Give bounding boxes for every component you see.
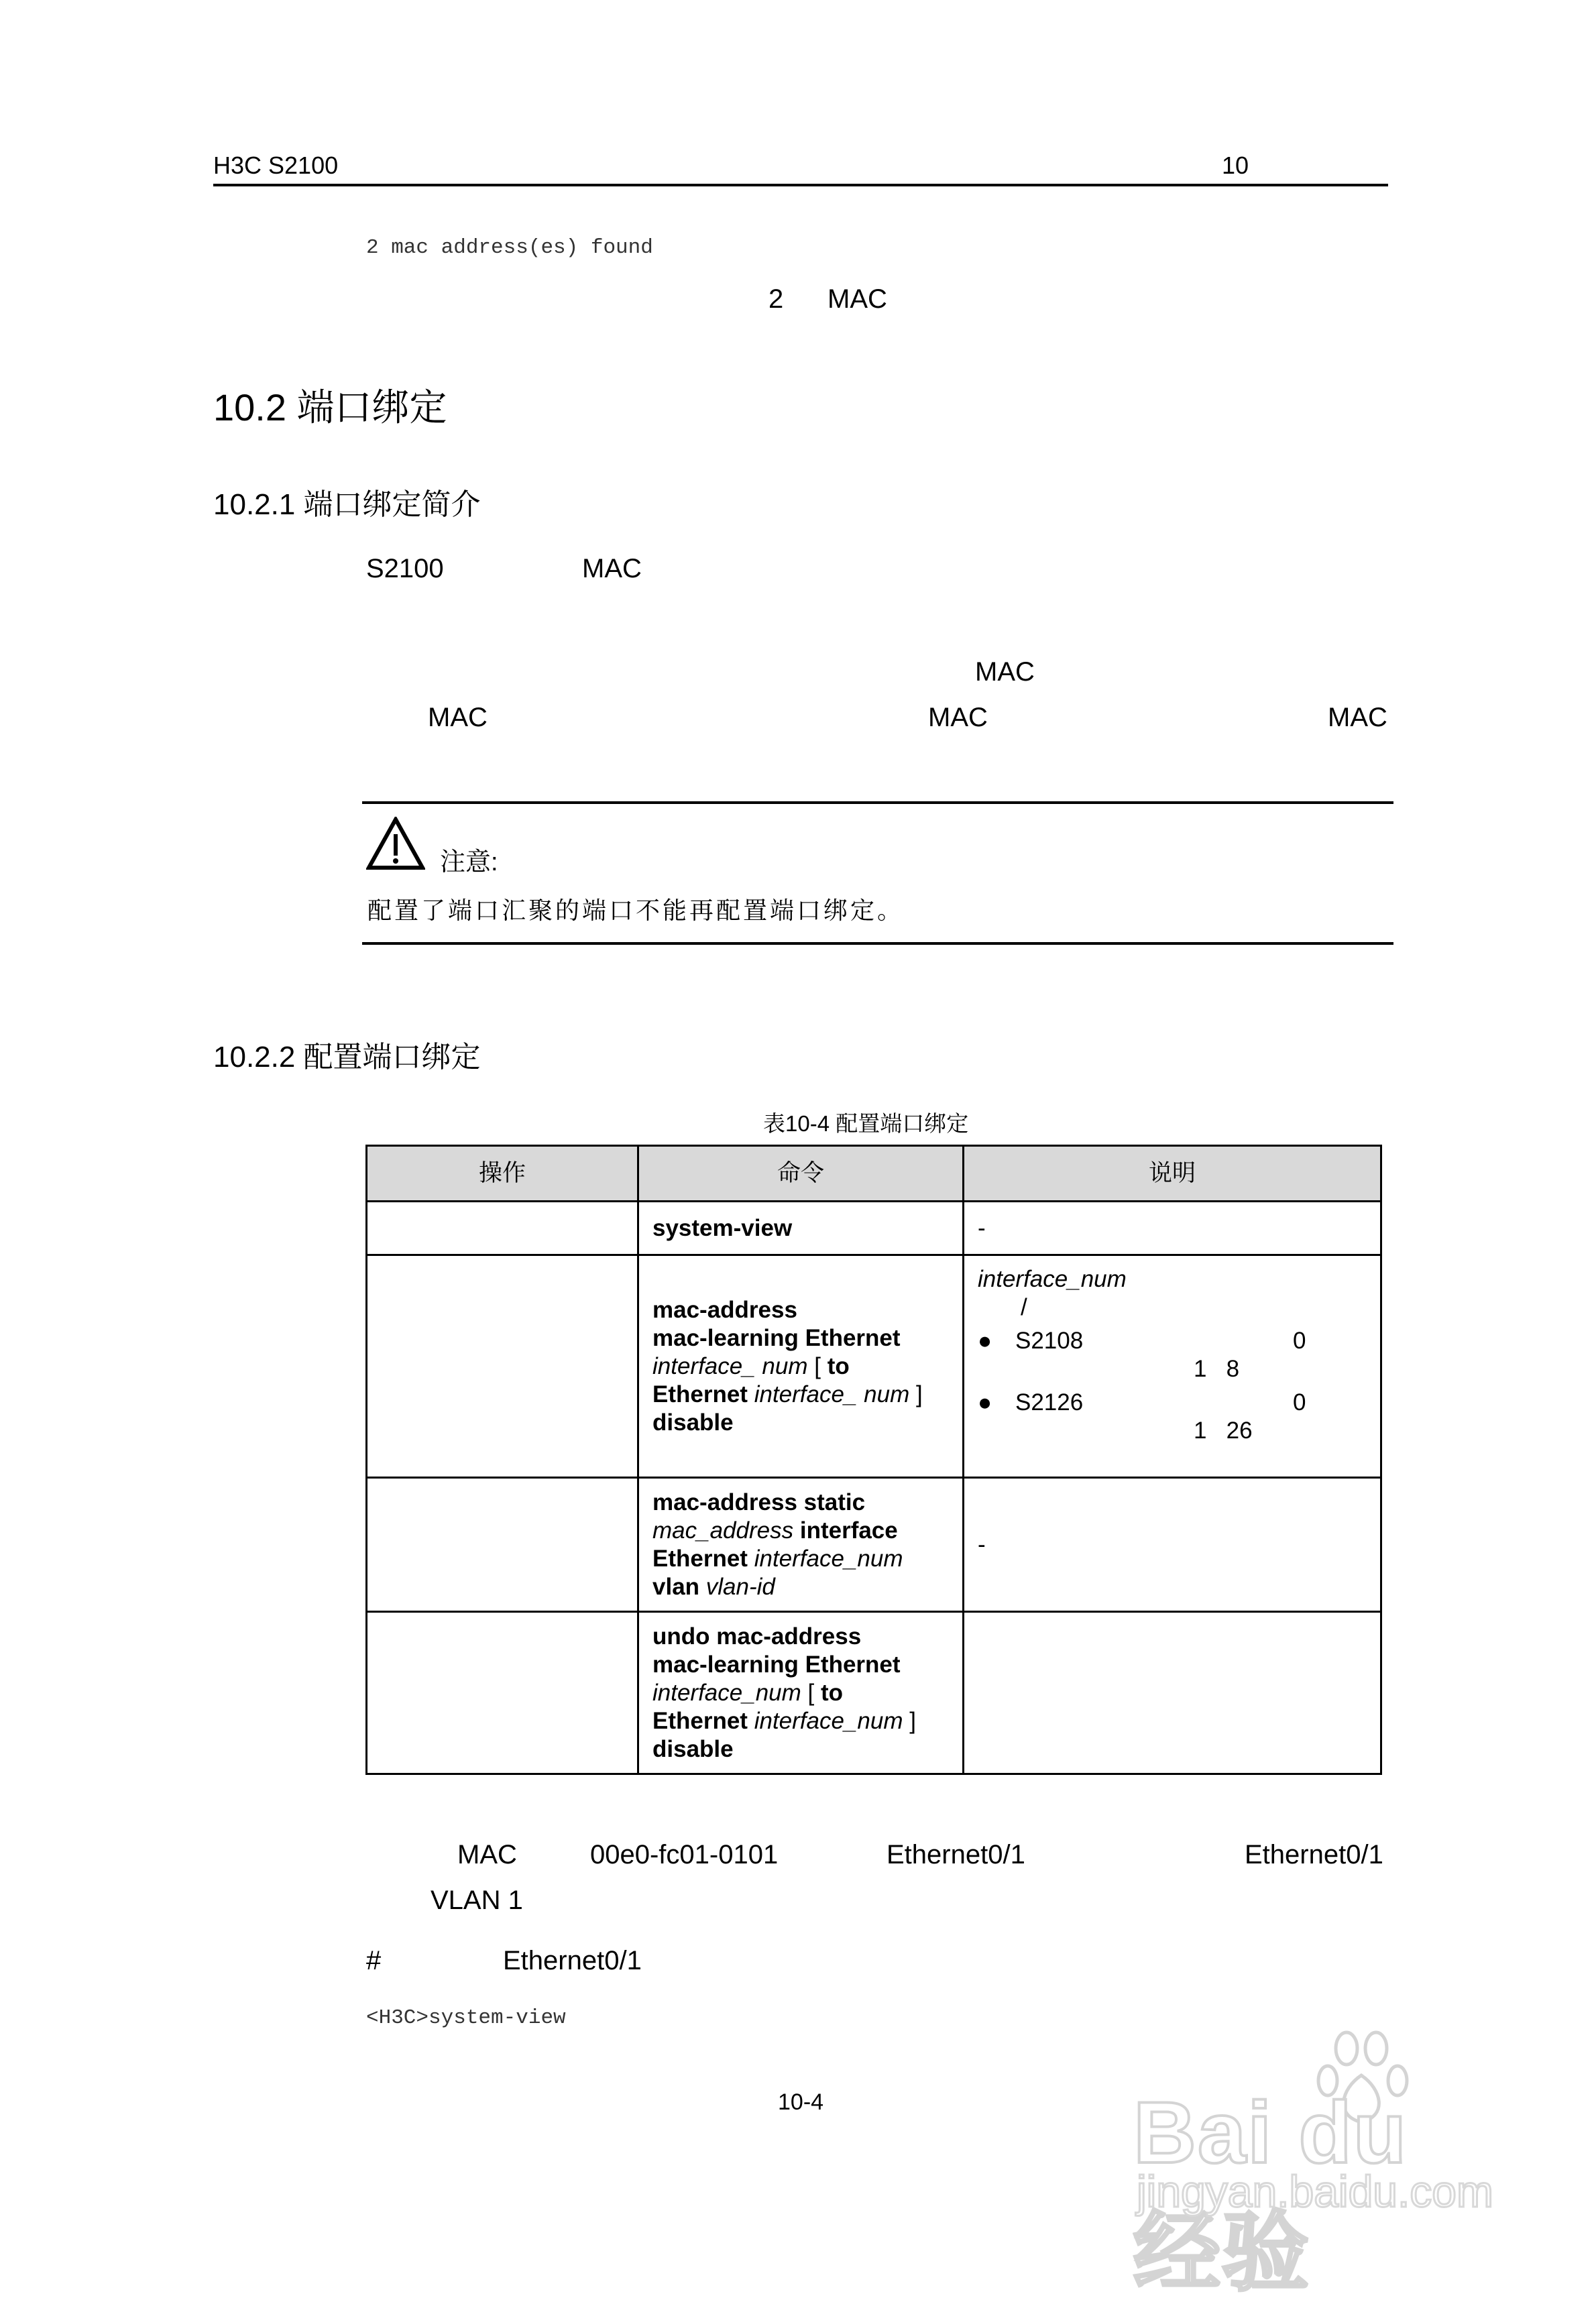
cmd-line: mac-address — [652, 1296, 797, 1323]
cmd-line: mac-address static — [652, 1489, 866, 1515]
table-row — [367, 1478, 1381, 1612]
desc-range: 1 26 — [1194, 1418, 1253, 1444]
desc-slash: / — [1021, 1294, 1027, 1320]
intro-para2-mac-b: MAC — [928, 703, 988, 732]
cmd-keyword: Ethernet — [652, 1707, 748, 1734]
cell-command — [638, 1478, 964, 1612]
cmd-keyword: Ethernet — [652, 1381, 748, 1407]
cmd-keyword: interface — [799, 1517, 898, 1544]
code-system-view: <H3C>system-view — [366, 2006, 566, 2030]
table-header-row — [367, 1146, 1381, 1202]
desc-range: 1 8 — [1194, 1356, 1240, 1382]
page-number: 10-4 — [778, 2089, 824, 2115]
baidu-jingyan-watermark — [1133, 2028, 1509, 2301]
col-header-operation: 操作 — [367, 1146, 638, 1202]
step-interface: Ethernet0/1 — [503, 1946, 642, 1975]
cmd-line: disable — [652, 1735, 734, 1762]
cell-command: system-view — [638, 1202, 964, 1255]
cell-description: - — [964, 1478, 1381, 1612]
cmd-param: interface_num — [754, 1545, 903, 1572]
note-bottom-rule — [362, 942, 1393, 945]
config-table — [365, 1145, 1382, 1775]
cell-description: - — [964, 1202, 1381, 1255]
cmd-bracket: [ — [814, 1352, 821, 1379]
centered-mac: MAC — [828, 284, 887, 314]
cmd-param: interface_ num — [754, 1381, 910, 1407]
desc-model: S2126 — [1015, 1389, 1084, 1416]
subsection-heading-intro: 10.2.1 端口绑定简介 — [213, 488, 481, 521]
table-caption: 表10-4 配置端口绑定 — [763, 1111, 969, 1136]
example-vlan: VLAN 1 — [431, 1886, 523, 1915]
cell-command — [638, 1612, 964, 1774]
desc-param: interface_num — [978, 1266, 1127, 1292]
cell-operation — [367, 1478, 638, 1612]
watermark-url: jingyan.baidu.com — [1137, 2167, 1493, 2216]
section-heading: 10.2 端口绑定 — [213, 386, 447, 428]
cmd-line: mac-learning Ethernet — [652, 1651, 901, 1678]
cell-description — [964, 1255, 1381, 1478]
step-hash: # — [366, 1946, 382, 1975]
intro-para1-s2100: S2100 — [366, 554, 444, 583]
table-row — [367, 1612, 1381, 1774]
header-rule — [213, 184, 1388, 186]
desc-bullet-item — [978, 1327, 1367, 1383]
desc-bullet-item — [978, 1389, 1367, 1445]
cell-description — [964, 1612, 1381, 1774]
example-mac-address: 00e0-fc01-0101 — [590, 1840, 779, 1869]
intro-para1-mac: MAC — [582, 554, 642, 583]
running-header-chapter: 10 — [1222, 152, 1249, 179]
bullet-icon: ● — [978, 1389, 992, 1416]
intro-para2-mac-c: MAC — [1328, 703, 1387, 732]
cmd-bracket: ] — [915, 1381, 923, 1407]
code-output: 2 mac address(es) found — [366, 236, 653, 259]
cell-operation — [367, 1612, 638, 1774]
intro-para2-mac-a: MAC — [428, 703, 488, 732]
example-interface-2: Ethernet0/1 — [1245, 1840, 1383, 1869]
cmd-bracket: ] — [909, 1707, 916, 1734]
cmd-keyword: to — [827, 1352, 850, 1379]
desc-value: 0 — [1293, 1389, 1306, 1416]
example-interface: Ethernet0/1 — [887, 1840, 1025, 1869]
cell-command — [638, 1255, 964, 1478]
note-title: 注意: — [440, 848, 498, 876]
desc-value: 0 — [1293, 1328, 1306, 1354]
warning-triangle-icon — [366, 817, 425, 870]
running-header-product: H3C S2100 — [213, 152, 339, 179]
col-header-description: 说明 — [964, 1146, 1381, 1202]
watermark-logo: Bai du 经验 — [1133, 2083, 1408, 2301]
col-header-command: 命令 — [638, 1146, 964, 1202]
desc-model: S2108 — [1015, 1328, 1084, 1354]
cmd-param: interface_ num — [652, 1352, 808, 1379]
bullet-icon: ● — [978, 1328, 992, 1354]
intro-para2-mac: MAC — [975, 657, 1035, 687]
cmd-keyword: vlan — [652, 1573, 700, 1600]
cmd-bracket: [ — [807, 1679, 815, 1706]
cmd-param: interface_num — [652, 1679, 801, 1706]
cell-operation — [367, 1202, 638, 1255]
cmd-keyword: to — [821, 1679, 844, 1706]
table-row — [367, 1202, 1381, 1255]
cell-operation — [367, 1255, 638, 1478]
centered-number: 2 — [768, 284, 784, 314]
cmd-line: disable — [652, 1409, 734, 1436]
cmd-line: undo mac-address — [652, 1623, 862, 1650]
subsection-heading-config: 10.2.2 配置端口绑定 — [213, 1041, 481, 1074]
table-row — [367, 1255, 1381, 1478]
note-top-rule — [362, 801, 1393, 804]
example-mac-label: MAC — [457, 1840, 517, 1869]
cmd-keyword: Ethernet — [652, 1545, 748, 1572]
cmd-line: mac-learning Ethernet — [652, 1324, 901, 1351]
note-text: 配置了端口汇聚的端口不能再配置端口绑定。 — [367, 897, 905, 925]
cmd-param: vlan-id — [705, 1573, 775, 1600]
cmd-param: interface_num — [754, 1707, 903, 1734]
cmd-param: mac_address — [652, 1517, 794, 1544]
